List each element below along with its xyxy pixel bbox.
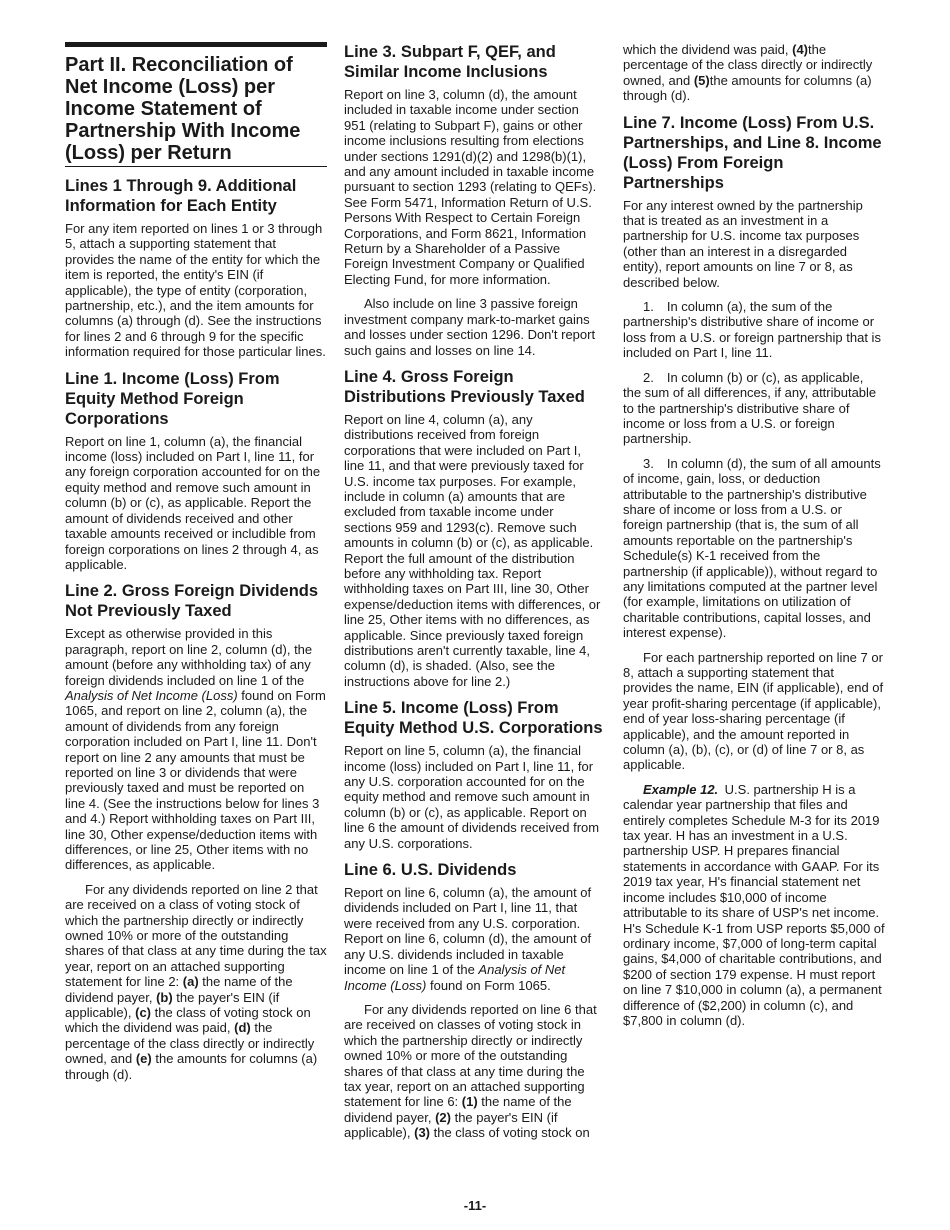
example-12-label: Example 12. [643,781,719,797]
line2-heading: Line 2. Gross Foreign Dividends Not Previously Taxed [65,582,319,621]
line2-paragraph-2: For any dividends reported on line 2 that are received on a class of voting stock of which the partnership directly or indirectly owned 10% or more of the outstanding shares of that class at any time during the tax year, report on an attached supporting statement for line 2: (a) the name of the dividend payer, (b) the payer's EIN (if applicable), (c) the class of voting stock on which the dividend was paid, (d) the percentage of the class directly or indirectly owned, and (e) the amounts for columns (a) through (d). [65,881,327,1082]
line1-paragraph: Report on line 1, column (a), the financial income (loss) included on Part I, line 11, for any foreign corporation accounted for on the equity method and remove such amount in column (b) or (c), as applicable. Report the amount of dividends received and other taxable amounts received or includible from foreign corporations on lines 2 through 4, as applicable. [65,433,321,572]
line7-8-item-1: 1. In column (a), the sum of the partnership's distributive share of income or loss from a U.S. or foreign partnership that is included on Part I, line 11. [623,299,881,361]
line2-paragraph-1: Except as otherwise provided in this paragraph, report on line 2, column (d), the amount (before any withholding tax) of any foreign dividends included on line 1 of the Analysis of Net Income (Loss) found on Form 1065, and report on line 2, column (a), the amount of dividends from any foreign corporation included on Part I, line 11. Don't report on line 2 any amounts that must be reported on line 3 or dividends that were previously taxed and must be reported on line 4. (See the instructions below for lines 3 and 4.) Report withholding taxes on Part III, line 30, Other expense/deduction items with differences, or line 25, Other items with no differences, as applicable. [65,626,326,873]
line3-heading: Line 3. Subpart F, QEF, and Similar Income Inclusions [344,43,556,81]
line3-paragraph-2: Also include on line 3 passive foreign investment company mark-to-market gains and losses under section 1296. Don't report such gains and losses on line 14. [344,296,596,358]
line5-heading: Line 5. Income (Loss) From Equity Method U.S. Corporations [344,699,603,738]
line4-paragraph: Report on line 4, column (a), any distributions received from foreign corporations that were included on Part I, line 11, and that were previously taxed for U.S. income tax purposes. For example, include in column (a) amounts that are excluded from taxable income under sections 959 and 1293(c). Remove such amounts in column (b) or (c), as applicable. Report the full amount of the distribution before any withholding tax. Report withholding taxes on Part III, line 30, Other expense/deduction items with differences, or line 25, Other items with no differences, as applicable. Since previously taxed foreign distributions aren't currently taxable, line 4, column (d), is shaded. (Also, see the instructions above for line 2.) [344,411,601,689]
line7-8-item-3: 3. In column (d), the sum of all amounts of income, gain, loss, or deduction attributable to the partnership's distributive share of income or loss from a U.S. or foreign partnership (that is, the sum of all amounts reportable on the partnership's Schedule(s) K-1 received from the partnership (if applicable)), without regard to any limitations computed at the partner level (for example, limitations on utilization of charitable contributions, capital losses, and interest expense). [623,455,881,641]
line6-paragraph-2: For any dividends reported on line 6 that are received on classes of voting stock in which the partnership directly or indirectly owned 10% or more of the outstanding shares of that class at any time during the tax year, report on an attached supporting statement for line 6: (1) the name of the dividend payer, (2) the payer's EIN (if applicable), (3) the class of voting stock on [344,1001,597,1141]
column-left [65,42,327,1091]
line3-paragraph-1: Report on line 3, column (d), the amount included in taxable income under section 951 (relating to Subpart F), gains or other income inclusions resulting from elections under sections 1291(d)(2) and 1298(b)(1), and any amount included in taxable income pursuant to section 1293 (relating to QEFs). See Form 5471, Information Return of U.S. Persons With Respect to Certain Foreign Corporations, and Form 8621, Information Return by a Shareholder of a Passive Foreign Investment Company or Qualified Electing Fund, for more information. [344,87,597,287]
lines1to9-heading: Lines 1 Through 9. Additional Information for Each Entity [65,177,297,215]
part-title: Part II. Reconciliation of Net Income (Loss) per Income Statement of Partnership With Income (Loss) per Return [65,54,327,167]
example-12-paragraph: Example 12. U.S. partnership H is a calendar year partnership that files and entirely completes Schedule M-3 for its 2019 tax year. H has an investment in a U.S. partnership USP. H prepares financial statements in accordance with GAAP. For its 2019 tax year, H's financial statement net income includes $10,000 of income attributable to its share of USP's net income. H's Schedule K-1 from USP reports $5,000 of ordinary income, $7,000 of long-term capital gains, $4,000 of charitable contributions, and $200 of section 179 expense. H must report on line 7 $10,000 in column (a), a permanent difference of ($2,200) in column (c), and $7,800 in column (d). [623,781,885,1028]
line1-heading: Line 1. Income (Loss) From Equity Method Foreign Corporations [65,369,280,428]
column-middle [344,42,604,1150]
line4-heading: Line 4. Gross Foreign Distributions Previously Taxed [344,367,585,406]
line6-paragraph-2-continued: which the dividend was paid, (4)the percentage of the class directly or indirectly owned, and (5)the amounts for columns (a) through (d). [623,42,873,104]
line7-8-paragraph-2: For each partnership reported on line 7 or 8, attach a supporting statement that provides the name, EIN (if applicable), end of year profit-sharing percentage (if applicable), end of year loss-sharing percentage (if applicable), and the amount reported in column (a), (b), (c), or (d) of line 7 or 8, as applicable. [623,649,884,773]
page-number: -11- [463,1198,487,1213]
line7-8-heading: Line 7. Income (Loss) From U.S. Partnerships, and Line 8. Income (Loss) From Foreign Partnerships [623,113,882,192]
line7-8-paragraph-1: For any interest owned by the partnership that is treated as an investment in a partnership for U.S. income tax purposes (other than an interest in a disregarded entity), report amounts on line 7 or 8, as described below. [623,197,863,290]
line7-8-item-2: 2. In column (b) or (c), as applicable, the sum of all differences, if any, attributable to the partnership's distributive share of income or loss from a U.S. or foreign partnership. [623,369,877,447]
line5-paragraph: Report on line 5, column (a), the financial income (loss) included on Part I, line 11, for any U.S. corporation accounted for on the equity method and remove such amount in column (b) or (c), as applicable. Report on line 6 the amount of dividends received from any U.S. corporations. [344,743,600,851]
line6-paragraph-1: Report on line 6, column (a), the amount of dividends included on Part I, line 11, that were received from any U.S. corporation. Report on line 6, column (d), the amount of any U.S. dividends included in taxable income on line 1 of the Analysis of Net Income (Loss) found on Form 1065. [344,885,592,993]
column-right [623,42,885,1037]
line6-heading: Line 6. U.S. Dividends [344,861,517,880]
lines1to9-paragraph: For any item reported on lines 1 or 3 through 5, attach a supporting statement that provides the name of the entity for which the item is reported, the entity's EIN (if applicable), the type of entity (corporation, partnership, etc.), and the item amounts for columns (a) through (d). See the instructions for lines 2 and 6 through 9 for the specific information required for those particular lines. [65,221,326,360]
part-title-rule [65,42,327,47]
